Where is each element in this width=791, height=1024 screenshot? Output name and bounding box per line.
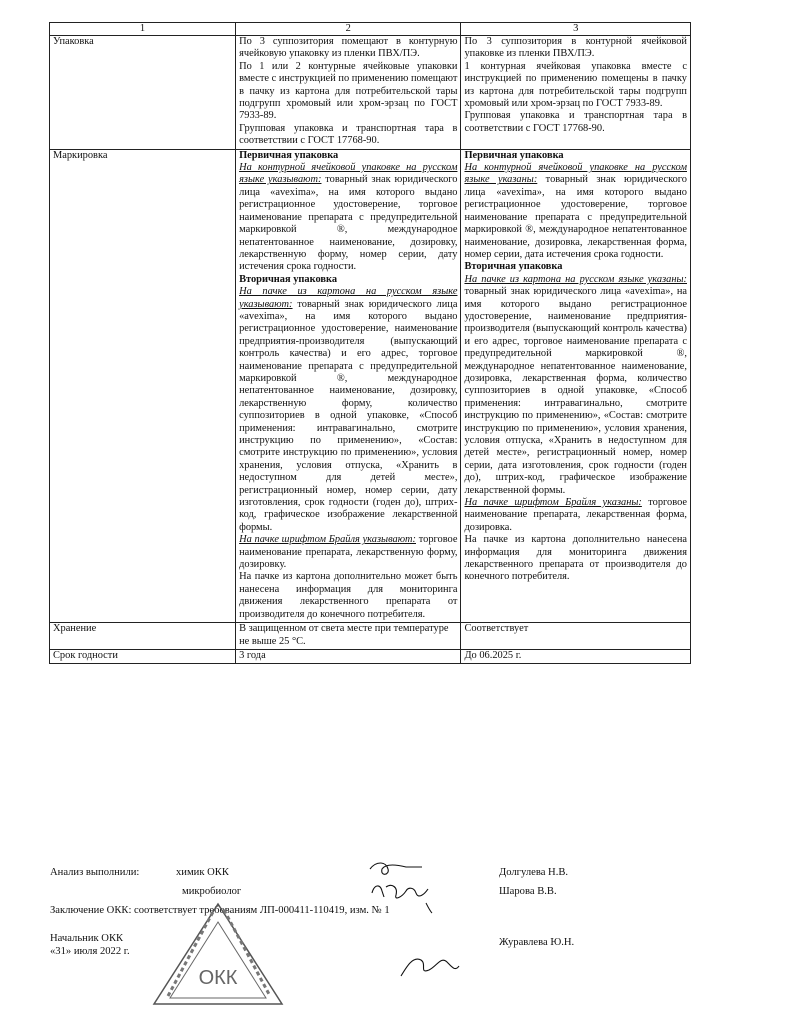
conclusion-text: Заключение ОКК: соответствует требованиям ЛП-000411-110419, изм. № 1 [50,905,390,916]
shelf-life-spec: 3 года [236,649,461,663]
head-title: Начальник ОКК [50,933,124,944]
storage-result: Соответствует [461,623,691,650]
signature-date: «31» июля 2022 г. [50,946,130,957]
marking-spec-secondary-title: Вторичная упаковка [239,273,338,285]
name-chemist: Долгулева Н.В. [499,867,569,878]
role-chemist: химик ОКК [176,867,229,878]
header-col-3: 3 [461,23,691,36]
marking-result-braille-text: торговое наименование препарата, лекарственная форма, дозировка. [464,497,688,533]
storage-label: Хранение [50,623,236,650]
marking-spec-secondary-lead: На пачке из картона на русском языке указывают: [239,286,458,310]
signature-head [395,936,465,986]
row-shelf-life [50,649,691,663]
marking-result-extra: На пачке из картона дополнительно нанесена информация для мониторинга движения лекарственного препарата от производителя до конечного потребителя. [464,534,687,583]
packaging-result-p1: По 3 суппозитория в контурной ячейковой упаковке из пленки ПВХ/ПЭ. [464,36,687,60]
storage-spec: В защищенном от света месте при температуре не выше 25 °С. [236,623,461,650]
marking-spec-primary-title: Первичная упаковка [239,149,339,161]
name-micro: Шарова В.В. [499,886,557,897]
marking-spec-braille-text: торговое наименование препарата, лекарственную форму, дозировку. [239,534,458,571]
signature-micro [372,885,428,898]
packaging-spec-p3: Групповая упаковка и транспортная тара в соответствии с ГОСТ 17768-90. [239,122,458,147]
marking-result [461,149,691,622]
marking-result-braille-lead: На пачке шрифтом Брайля указаны: [464,497,642,509]
header-row [50,23,691,36]
packaging-spec-p1: По 3 суппозитория помещают в контурную ячейковую упаковку из пленки ПВХ/ПЭ. [239,36,458,60]
signature-tail [426,903,432,913]
marking-spec-extra: На пачке из картона дополнительно может быть нанесена информация для мониторинга движения лекарственного препарата от производителя до конечного потребителя. [239,571,458,620]
signature-head-stroke [401,959,459,976]
marking-result-primary-title: Первичная упаковка [464,149,564,161]
packaging-result [461,36,691,150]
stamp-label: ОКК [198,967,238,989]
marking-result-primary-text: товарный знак юридического лица «avexima», на имя которого выдано регистрационное удостоверение, торговое наименование препарата с предупредительной маркировкой ®, международное непатентованное наименование, дозировка, лекарственная форма, номер серии, дата истечения срока годности. [464,174,688,260]
packaging-result-p3: Групповая упаковка и транспортная тара в соответствии с ГОСТ 17768-90. [464,110,687,134]
marking-result-secondary-lead: На пачке из картона на русском языке указаны: [464,273,687,285]
marking-spec-secondary-text: товарный знак юридического лица «avexima», на имя которого выдано регистрационное удостоверение, наименование предприятия-производителя (выпускающий контроль качества) и его адрес, торговое наименование препарата с предупредительной маркировкой ®, международное непатентованное наименование, дозировку, лекарственную форму, количество суппозиториев в одной упаковке, «Способ применения: интравагинально, смотрите инструкцию по применению», «Состав: смотрите инструкцию по применению», условия хранения, условия отпуска, «Хранить в недоступном для детей месте», регистрационный номер, номер серии, дату изготовления, срок годности (годен до), штрих-код, графическое изображение лекарственной формы. [239,298,458,533]
analysis-label: Анализ выполнили: [50,867,140,878]
okk-stamp [148,900,288,1010]
shelf-life-result: До 06.2025 г. [461,649,691,663]
marking-result-primary-lead: На контурной ячейковой упаковке на русском языке указаны: [464,162,687,186]
packaging-spec-p2: По 1 или 2 контурные ячейковые упаковки вместе с инструкцией по применению помещают в пачку из картона для потребительской тары подгрупп хромовый или хром-эрзац по ГОСТ 7933-89. [239,60,458,122]
header-col-2: 2 [236,23,461,36]
role-micro: микробиолог [182,886,242,897]
name-head: Журавлева Ю.Н. [499,937,575,948]
marking-result-secondary-title: Вторичная упаковка [464,261,563,273]
shelf-life-label: Срок годности [50,649,236,663]
analysis-table [49,22,691,664]
marking-spec-primary-text: товарный знак юридического лица «avexima», на имя которого выдано регистрационное удостоверение, торговое наименование препарата с предупредительной маркировкой ®, международное непатентованное наименование, дозировку, лекарственную форму, номер серии, дату истечения срока годности. [239,174,458,273]
signature-chemist [370,863,422,874]
marking-spec-primary-lead: На контурной ячейковой упаковке на русском языке указывают: [239,162,458,186]
marking-spec-braille-lead: На пачке шрифтом Брайля указывают: [239,534,416,546]
row-packaging [50,36,691,150]
packaging-result-p2: 1 контурная ячейковая упаковка вместе с инструкцией по применению помещены в пачку из картона для потребительской тары подгрупп хромовый или хром-эрзац по ГОСТ 7933-89. [464,60,687,110]
signature-marks [362,857,442,917]
row-storage [50,623,691,650]
packaging-spec [236,36,461,150]
marking-spec [236,149,461,622]
packaging-label: Упаковка [50,36,236,150]
header-col-1: 1 [50,23,236,36]
marking-result-secondary-text: товарный знак юридического лица «avexima», на имя которого выдано регистрационное удостоверение, наименование предприятия-производителя (выпускающий контроль качества) и его адрес, торговое наименование препарата с предупредительной маркировкой ®, международное непатентованное наименование, дозировка, лекарственная форма, количество суппозиториев в одной упаковке, «Способ применения: интравагинально, смотрите инструкцию по применению», «Состав: смотрите инструкцию по применению», условия хранения, условия отпуска, «Хранить в недоступном для детей месте», регистрационный номер, номер серии, дата изготовления, срок годности (годен до), штрих-код, графическое изображение лекарственной формы. [464,286,687,496]
row-marking [50,149,691,622]
marking-label: Маркировка [50,149,236,622]
